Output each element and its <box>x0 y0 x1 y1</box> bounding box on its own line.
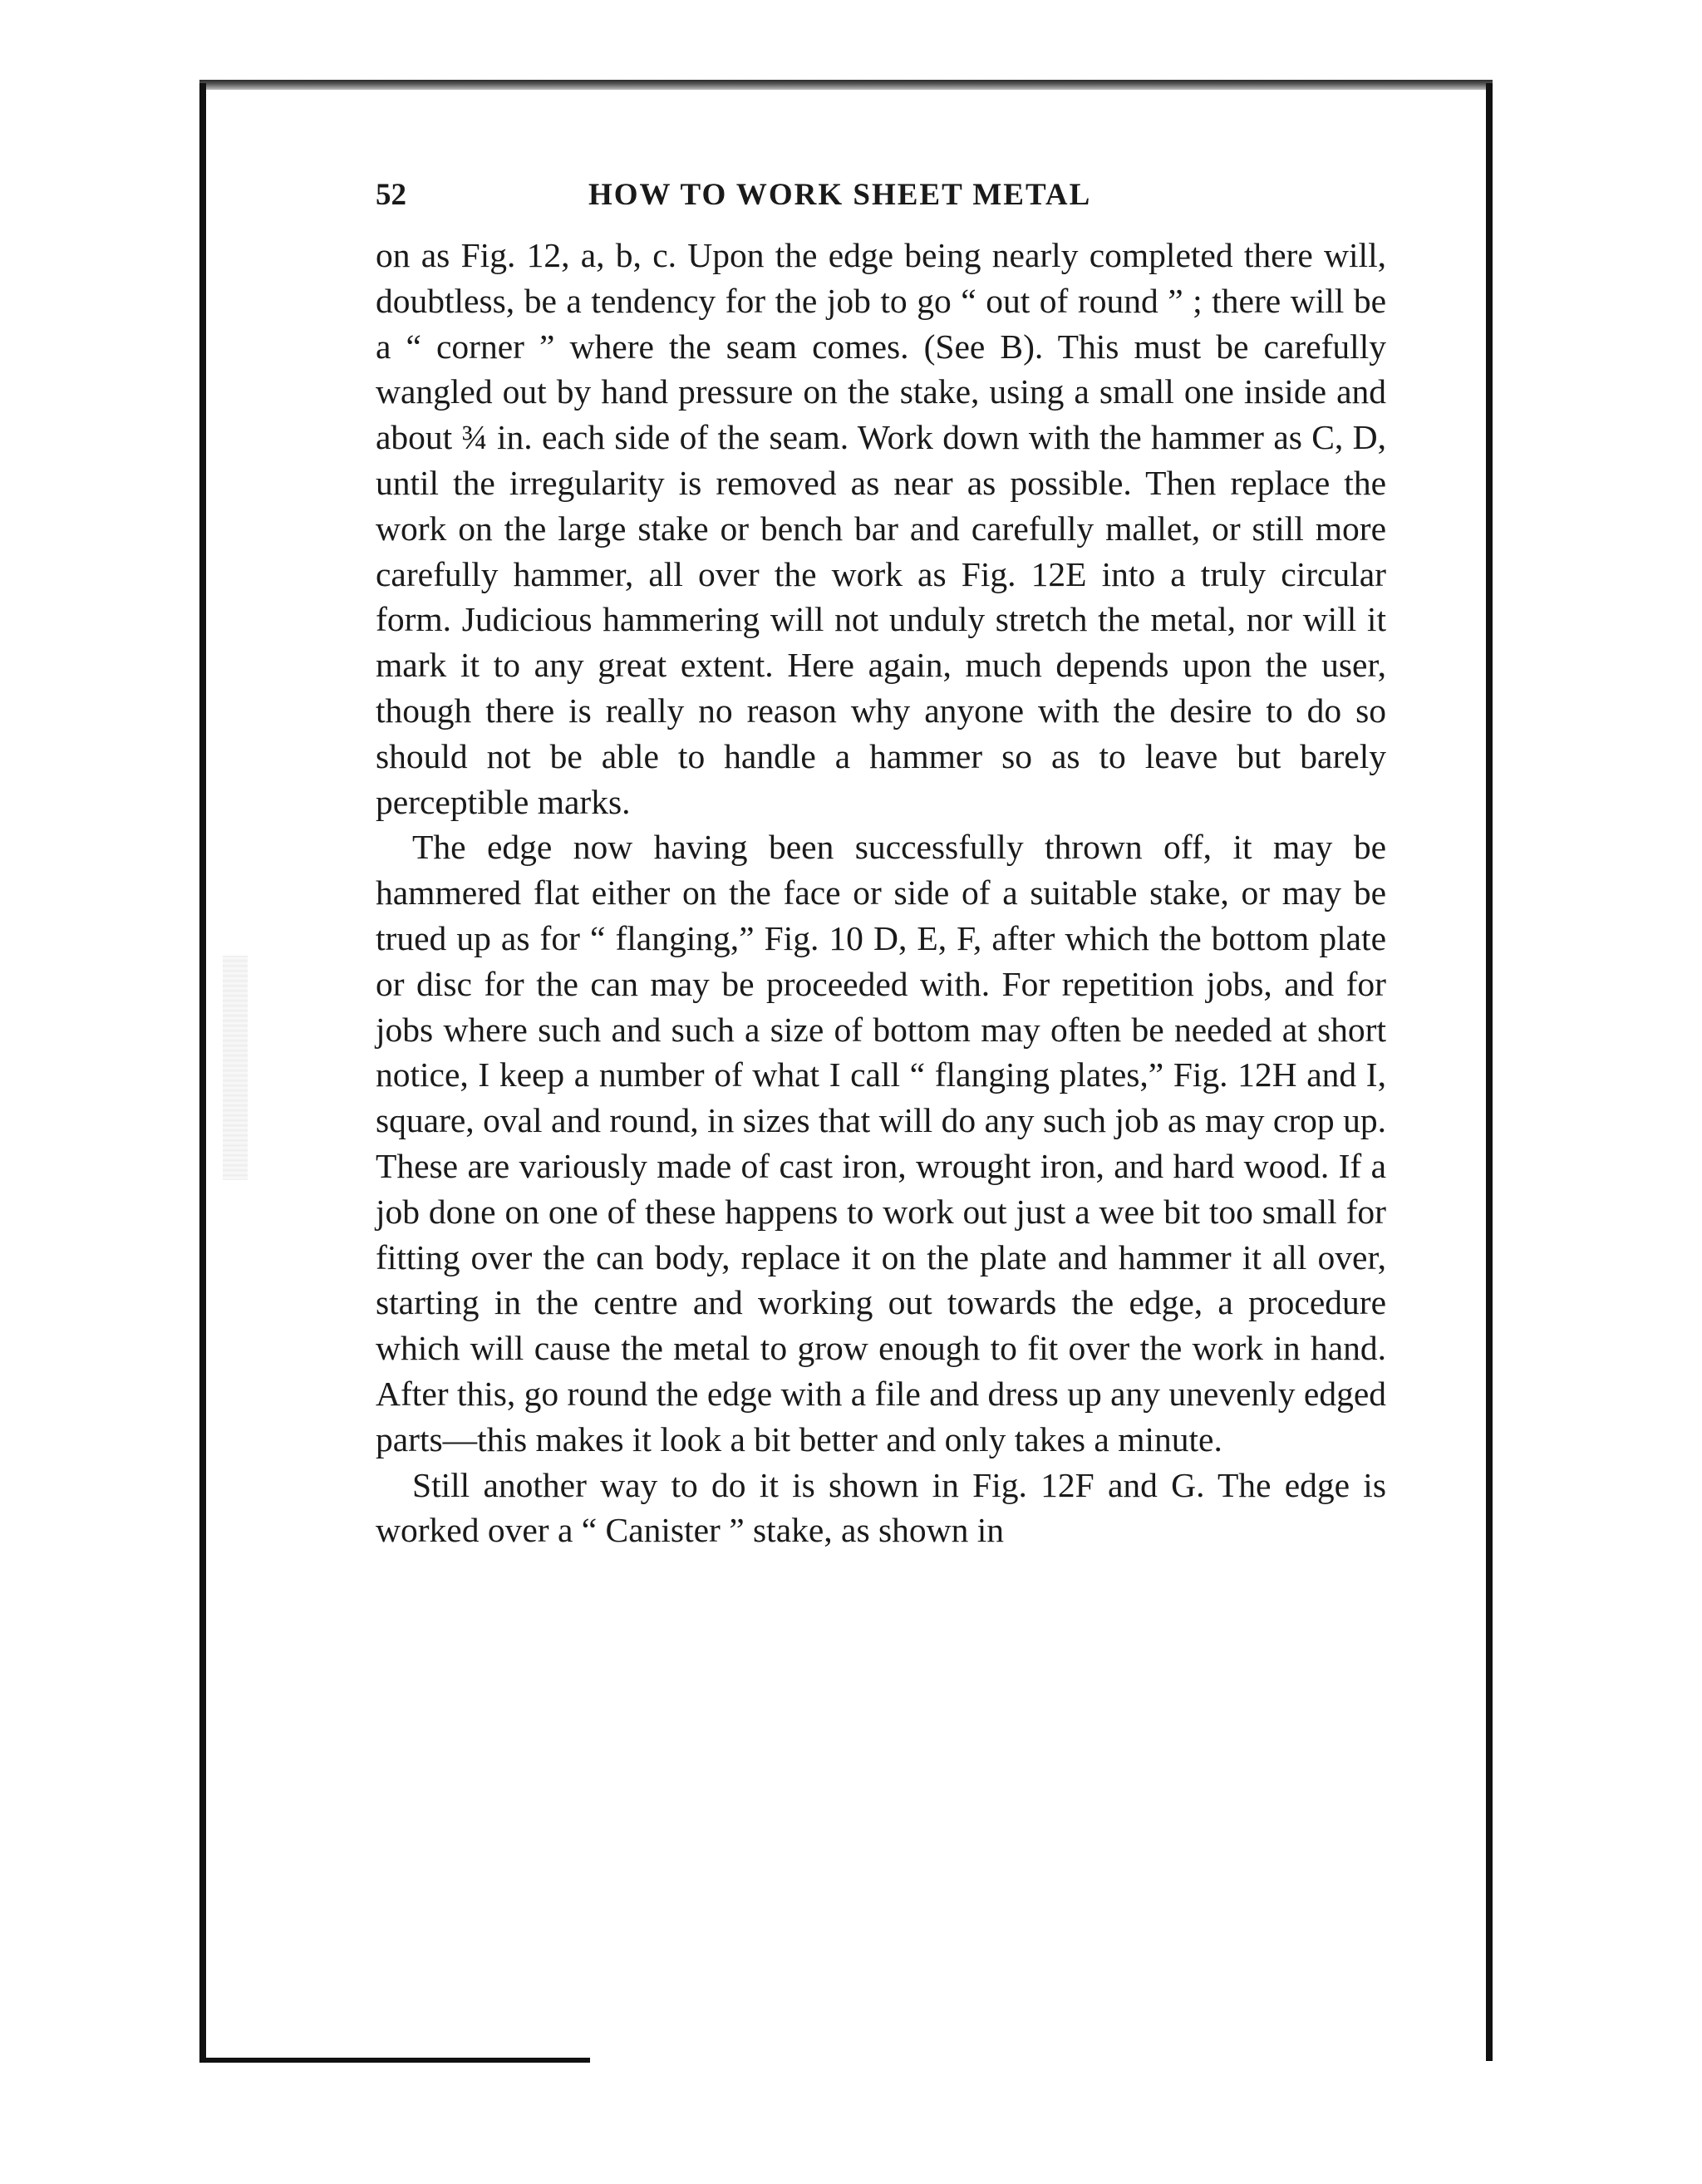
body-text <box>376 233 1386 1553</box>
page-number: 52 <box>376 178 406 212</box>
scan-border-bottom <box>199 2058 590 2063</box>
scan-border-top <box>199 80 1493 90</box>
scan-border-left <box>199 83 206 2061</box>
scan-border-right <box>1486 83 1493 2061</box>
scan-speckle <box>223 956 248 1180</box>
paragraph-3: Still another way to do it is shown in Fig. 12F and G. The edge is worked over a “ Canister ” stake, as shown in <box>376 1465 1386 1550</box>
page-header <box>376 170 1386 220</box>
paragraph-2: The edge now having been successfully thrown off, it may be hammered flat either on the face or side of a suitable stake, or may be trued up as for “ flanging,” Fig. 10 D, E, F, after which the bottom plate or disc for the can may be proceeded with. For repetition jobs, and for jobs where such and such a size of bottom may often be needed at short notice, I keep a number of what I call “ flanging plates,” Fig. 12H and I, square, oval and round, in sizes that will do any such job as may crop up. These are variously made of cast iron, wrought iron, and hard wood. If a job done on one of these happens to work out just a wee bit too small for fitting over the can body, replace it on the plate and hammer it all over, starting in the centre and working out towards the edge, a procedure which will cause the metal to grow enough to fit over the work in hand. After this, go round the edge with a file and dress up any unevenly edged parts—this makes it look a bit better and only takes a minute. <box>376 828 1386 1458</box>
running-title: HOW TO WORK SHEET METAL <box>588 178 1092 212</box>
paragraph-1: on as Fig. 12, a, b, c. Upon the edge being nearly completed there will, doubtless, be a tendency for the job to go “ out of round ” ; there will be a “ corner ” where the seam comes. (See B). This must be carefully wangled out by hand pressure on the stake, using a small one inside and about ¾ in. each side of the seam. Work down with the hammer as C, D, until the irregularity is removed as near as possible. Then replace the work on the large stake or bench bar and carefully mallet, or still more carefully hammer, all over the work as Fig. 12E into a truly circular form. Judicious hammering will not unduly stretch the metal, nor will it mark it to any great extent. Here again, much depends upon the user, though there is really no reason why anyone with the desire to do so should not be able to handle a hammer so as to leave but barely perceptible marks. <box>376 236 1386 821</box>
